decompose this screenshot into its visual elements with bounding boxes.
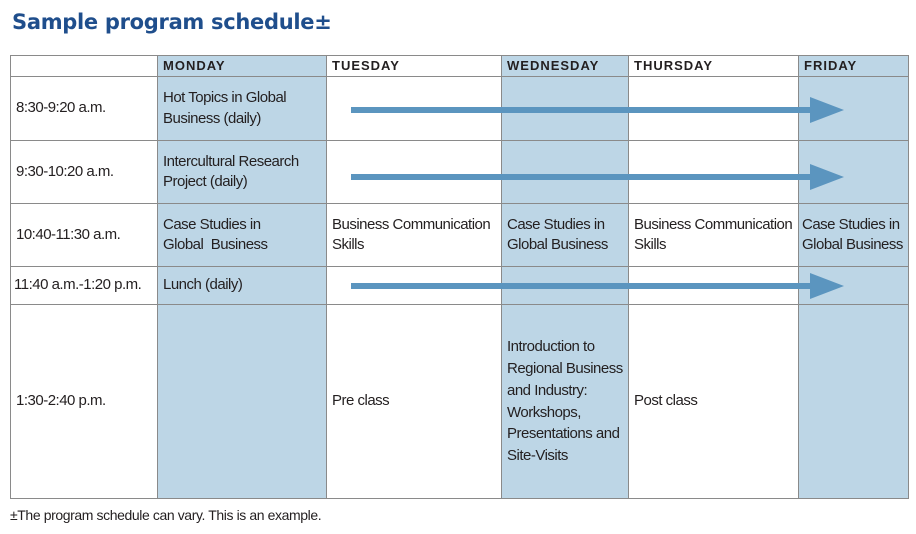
time-cell: 9:30-10:20 a.m. [11, 141, 158, 204]
cell-line: Regional Business [507, 360, 623, 377]
cell-line: Post class [634, 392, 698, 410]
cell-line: and Industry: [507, 381, 588, 399]
header-wednesday: WEDNESDAY [502, 56, 629, 77]
cell-line: Introduction to [507, 338, 595, 356]
cell-line: Case Studies in [163, 215, 261, 233]
cell-monday [158, 204, 327, 267]
cell-thursday [629, 77, 799, 141]
cell-monday [158, 141, 327, 204]
time-cell: 1:30-2:40 p.m. [11, 305, 158, 499]
schedule-row [11, 305, 909, 499]
cell-wednesday [502, 204, 629, 267]
cell-line: Skills [332, 236, 365, 253]
cell-thursday [629, 141, 799, 204]
cell-friday [799, 77, 909, 141]
schedule-table [10, 55, 909, 499]
cell-tuesday [327, 305, 502, 499]
schedule-row [11, 204, 909, 267]
time-cell: 10:40-11:30 a.m. [11, 204, 158, 267]
header-monday: MONDAY [158, 56, 327, 77]
header-thursday: THURSDAY [629, 56, 799, 77]
cell-line: Intercultural Research [163, 152, 299, 170]
cell-monday [158, 305, 327, 499]
time-cell: 8:30-9:20 a.m. [11, 77, 158, 141]
cell-tuesday [327, 204, 502, 267]
cell-line: Case Studies in [507, 215, 605, 233]
cell-tuesday [327, 141, 502, 204]
cell-line: Global Business [507, 236, 608, 253]
cell-friday [799, 204, 909, 267]
cell-line: Business (daily) [163, 109, 261, 127]
page-title: Sample program schedule± [12, 10, 332, 34]
cell-wednesday [502, 267, 629, 305]
cell-wednesday [502, 141, 629, 204]
cell-thursday [629, 305, 799, 499]
schedule-row [11, 267, 909, 305]
header-row [11, 56, 909, 77]
header-time [11, 56, 158, 77]
cell-line: Project (daily) [163, 173, 248, 190]
cell-friday [799, 267, 909, 305]
footnote: ±The program schedule can vary. This is an example. [10, 507, 322, 523]
cell-line: Site-Visits [507, 447, 568, 464]
cell-line: Presentations and [507, 425, 620, 443]
cell-friday [799, 305, 909, 499]
cell-friday [799, 141, 909, 204]
header-friday: FRIDAY [799, 56, 909, 77]
cell-line: Case Studies in [802, 215, 900, 233]
cell-thursday [629, 204, 799, 267]
cell-line: Business Communication [332, 215, 491, 233]
cell-line: Hot Topics in Global [163, 89, 287, 107]
cell-line: Workshops, [507, 403, 581, 421]
cell-tuesday [327, 267, 502, 305]
schedule-row [11, 141, 909, 204]
cell-line: Global Business [802, 236, 903, 253]
header-tuesday: TUESDAY [327, 56, 502, 77]
cell-line: Business Communication [634, 215, 793, 233]
cell-line: Lunch (daily) [163, 276, 243, 294]
cell-line: Global Business [163, 236, 268, 253]
schedule-row [11, 77, 909, 141]
cell-monday [158, 77, 327, 141]
cell-thursday [629, 267, 799, 305]
time-cell: 11:40 a.m.-1:20 p.m. [11, 267, 158, 305]
cell-wednesday [502, 77, 629, 141]
cell-line: Skills [634, 236, 667, 253]
schedule-wrapper [10, 55, 908, 498]
cell-tuesday [327, 77, 502, 141]
cell-monday [158, 267, 327, 305]
cell-line: Pre class [332, 392, 390, 410]
cell-wednesday [502, 305, 629, 499]
